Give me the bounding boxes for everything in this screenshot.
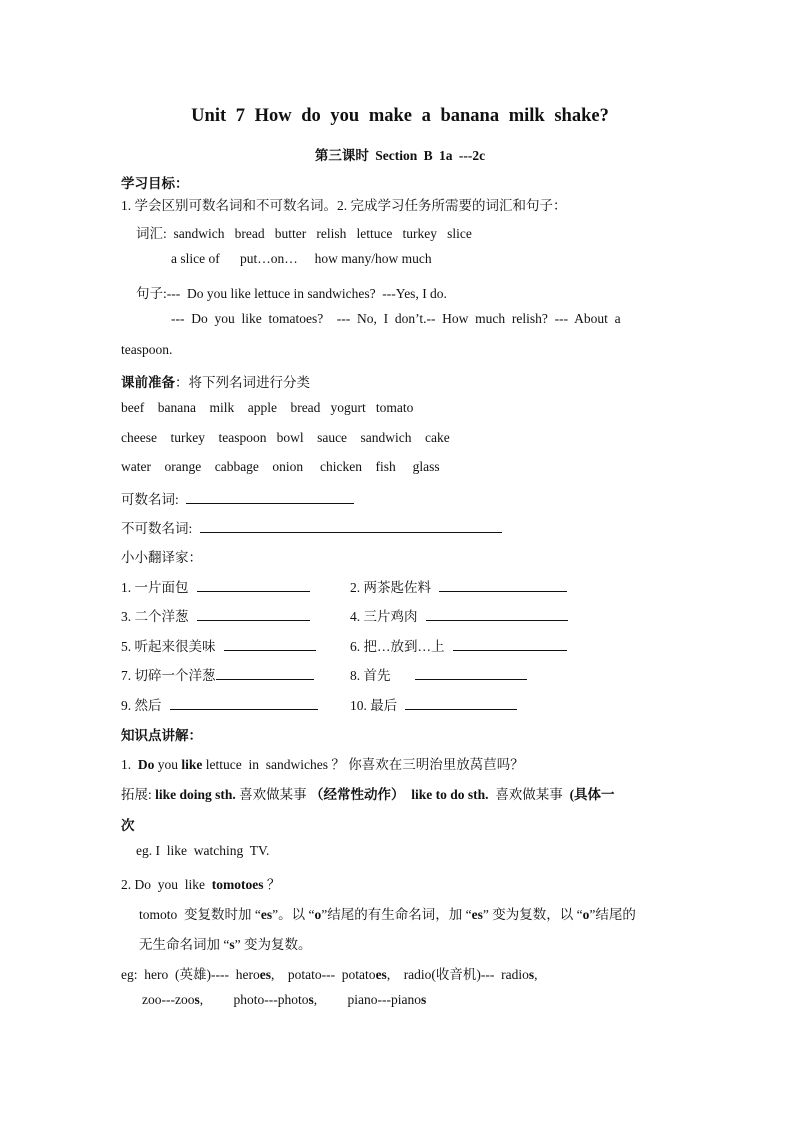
answer-blank[interactable]: [453, 638, 567, 651]
translate-item: 8. 首先: [350, 664, 527, 684]
uncountable-label: 不可数名词:: [121, 521, 193, 536]
translate-item: 10. 最后: [350, 694, 517, 714]
answer-blank[interactable]: [216, 667, 314, 680]
extension-line: 拓展: like doing sth. 喜欢做某事 （经常性动作） like to do sth. 喜欢做某事 (具体一: [121, 787, 615, 802]
rule-line-1: tomoto 变复数时加 “es”。以 “o”结尾的有生命名词，加 “es” 变为复数，以 “o”结尾的: [139, 907, 636, 922]
word-row-1: beef banana milk apple bread yogurt tomato: [121, 400, 414, 415]
prep-instruction: ：将下列名词进行分类: [175, 375, 310, 390]
sentence-line-3: teaspoon.: [121, 342, 173, 357]
translate-item: 3. 二个洋葱: [121, 605, 310, 625]
countable-blank[interactable]: [186, 491, 354, 504]
knowledge-point-1: 1. Do you like lettuce in sandwiches ？ 你喜欢在三明治里放莴苣吗？: [121, 757, 524, 772]
vocab-line-2: a slice of put…on… how many/how much: [171, 251, 432, 266]
example-3: zoo---zoos, photo---photos, piano---pianos: [142, 992, 427, 1007]
prep-line: [121, 371, 310, 391]
extension-line-wrap: 次: [121, 818, 135, 833]
example-1: eg. I like watching TV.: [136, 843, 270, 858]
objectives-item: 1. 学会区别可数名词和不可数名词。2. 完成学习任务所需要的词汇和句子：: [121, 198, 567, 213]
answer-blank[interactable]: [197, 608, 310, 621]
sentence-line-2: --- Do you like tomatoes? --- No, I don’t.-- How much relish? --- About a: [171, 311, 621, 326]
answer-blank[interactable]: [426, 608, 568, 621]
page-title: Unit 7 How do you make a banana milk shake?: [191, 106, 609, 126]
translate-item: 7. 切碎一个洋葱: [121, 664, 314, 684]
uncountable-blank[interactable]: [200, 520, 502, 533]
answer-blank[interactable]: [415, 667, 527, 680]
translate-item: 4. 三片鸡肉: [350, 605, 568, 625]
countable-row: [121, 488, 354, 508]
sentence-line-1: 句子:--- Do you like lettuce in sandwiches? ---Yes, I do.: [136, 286, 447, 301]
knowledge-point-2: 2. Do you like tomotoes ？: [121, 877, 281, 892]
page-subtitle: 第三课时 Section B 1a ---2c: [314, 148, 486, 163]
word-row-2: cheese turkey teaspoon bowl sauce sandwich cake: [121, 430, 450, 445]
answer-blank[interactable]: [224, 638, 316, 651]
translate-item: 5. 听起来很美味: [121, 635, 316, 655]
answer-blank[interactable]: [170, 697, 318, 710]
answer-blank[interactable]: [439, 579, 567, 592]
knowledge-heading: 知识点讲解：: [121, 728, 202, 743]
objectives-heading: 学习目标：: [121, 176, 189, 191]
translate-item: 2. 两茶匙佐料: [350, 576, 567, 596]
translate-heading: 小小翻译家：: [121, 550, 202, 565]
uncountable-row: [121, 517, 502, 537]
answer-blank[interactable]: [197, 579, 310, 592]
vocab-line-1: 词汇: sandwich bread butter relish lettuce turkey slice: [136, 226, 472, 241]
prep-heading: 课前准备: [121, 375, 175, 390]
example-2: eg: hero (英雄)---- heroes, potato--- potatoes, radio(收音机)--- radios,: [121, 967, 538, 982]
translate-item: 9. 然后: [121, 694, 318, 714]
translate-item: 1. 一片面包: [121, 576, 310, 596]
translate-item: 6. 把…放到…上: [350, 635, 567, 655]
countable-label: 可数名词:: [121, 492, 179, 507]
answer-blank[interactable]: [405, 697, 517, 710]
rule-line-2: 无生命名词加 “s” 变为复数。: [139, 937, 312, 952]
word-row-3: water orange cabbage onion chicken fish glass: [121, 459, 440, 474]
